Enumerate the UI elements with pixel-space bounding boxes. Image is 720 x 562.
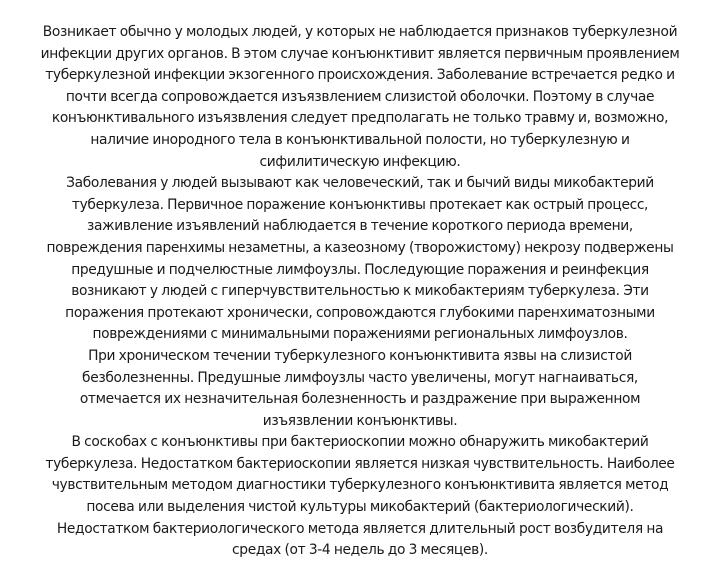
paragraph-diagnostics: В соскобах с конъюнктивы при бактериоскопии можно обнаружить микобактерий туберкулеза. Недостатком бактериоскопии является низкая чувствительность. Наиболее чувствительным методом диагностики туберкулезного конъюнктивита является метод посева или выделения чистой культуры микобактерий (бактериологический). Недостатком бактериологического метода является длительный рост возбудителя на средах (от 3-4 недель до 3 месяцев).	[45, 434, 675, 559]
paragraph-mycobacteria-types: Заболевания у людей вызывают как человеческий, так и бычий виды микобактерий туберкулеза. Первичное поражение конъюнктивы протекает как острый процесс, заживление изъявлений наблюдается в течение короткого периода времени, повреждения паренхимы незаметны, а казеозному (творожистому) некрозу подвержены предушные и подчелюстные лимфоузлы. Последующие поражения и реинфекция возникают у людей с гиперчувствительностью к микобактериям туберкулеза. Эти поражения протекают хронически, сопровождаются глубокими паренхиматозными повреждениями с минимальными поражениями региональных лимфоузлов.	[46, 175, 674, 343]
paragraph-primary-infection: Возникает обычно у молодых людей, у которых не наблюдается признаков туберкулезной инфекции других органов. В этом случае конъюнктивит является первичным проявлением туберкулезной инфекции экзогенного происхождения. Заболевание встречается редко и почти всегда сопровождается изъязвлением слизистой оболочки. Поэтому в случае конъюнктивального изъязвления следует предполагать не только травму и, возможно, наличие инородного тела в конъюнктивальной полости, но туберкулезную и сифилитическую инфекцию.	[40, 24, 680, 170]
slide-text-body	[40, 22, 680, 562]
paragraph-chronic-course: При хроническом течении туберкулезного конъюнктивита язвы на слизистой безболезненны. Предушные лимфоузлы часто увеличены, могут нагнаиваться, отмечается их незначительная болезненность и раздражение при выраженном изъязвлении конъюнктивы.	[79, 347, 641, 429]
